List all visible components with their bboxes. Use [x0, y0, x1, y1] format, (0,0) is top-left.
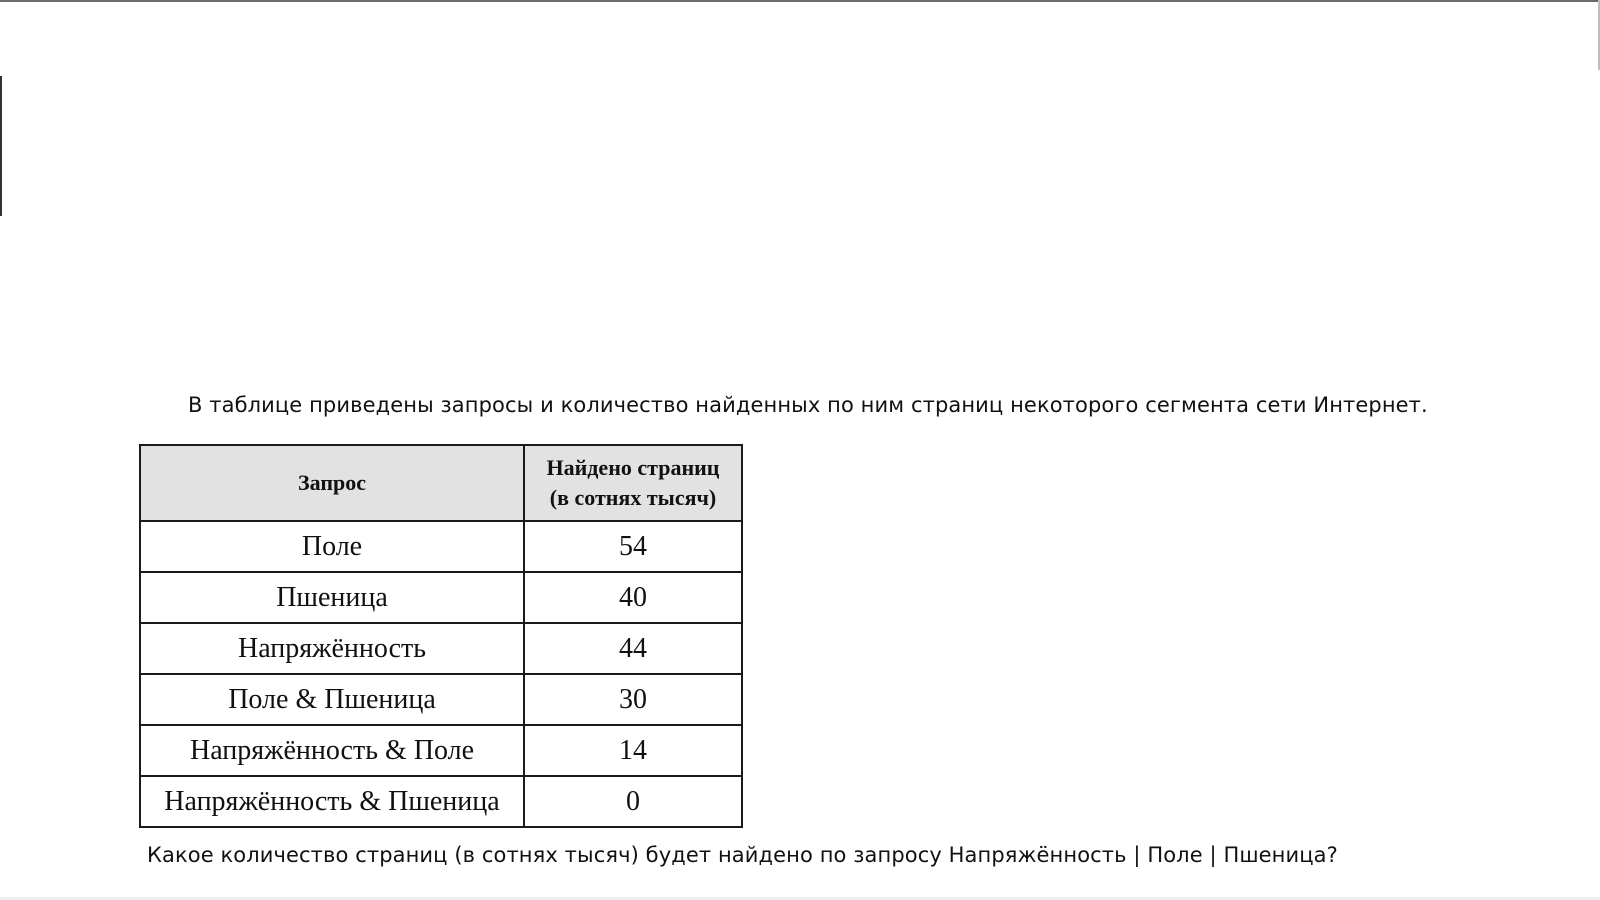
count-cell: 40: [524, 572, 742, 623]
query-cell: Пшеница: [140, 572, 524, 623]
table-header-row: [140, 445, 742, 521]
count-cell: 0: [524, 776, 742, 827]
count-cell: 30: [524, 674, 742, 725]
table-row: [140, 623, 742, 674]
header-query: [140, 445, 524, 521]
count-cell: 44: [524, 623, 742, 674]
query-cell: Поле: [140, 521, 524, 572]
top-border-line: [0, 0, 1600, 2]
count-cell: 54: [524, 521, 742, 572]
query-cell: Напряжённость & Поле: [140, 725, 524, 776]
queries-table: [139, 444, 743, 828]
table-row: [140, 521, 742, 572]
table-row: [140, 572, 742, 623]
intro-paragraph: В таблице приведены запросы и количество найденных по ним страниц некоторого сегмента сети Интернет.: [188, 393, 1428, 417]
header-count-line2: (в сотнях тысяч): [549, 485, 717, 510]
header-query-label: Запрос: [298, 470, 366, 495]
table-row: [140, 725, 742, 776]
table-row: [140, 776, 742, 827]
question-paragraph: Какое количество страниц (в сотнях тысяч) будет найдено по запросу Напряжённость | Поле | Пшеница?: [147, 843, 1338, 867]
header-count: [524, 445, 742, 521]
header-count-line1: Найдено страниц: [546, 455, 720, 480]
query-cell: Напряжённость: [140, 623, 524, 674]
table-row: [140, 674, 742, 725]
query-cell: Поле & Пшеница: [140, 674, 524, 725]
count-cell: 14: [524, 725, 742, 776]
left-edge-marker: [0, 76, 2, 216]
query-cell: Напряжённость & Пшеница: [140, 776, 524, 827]
